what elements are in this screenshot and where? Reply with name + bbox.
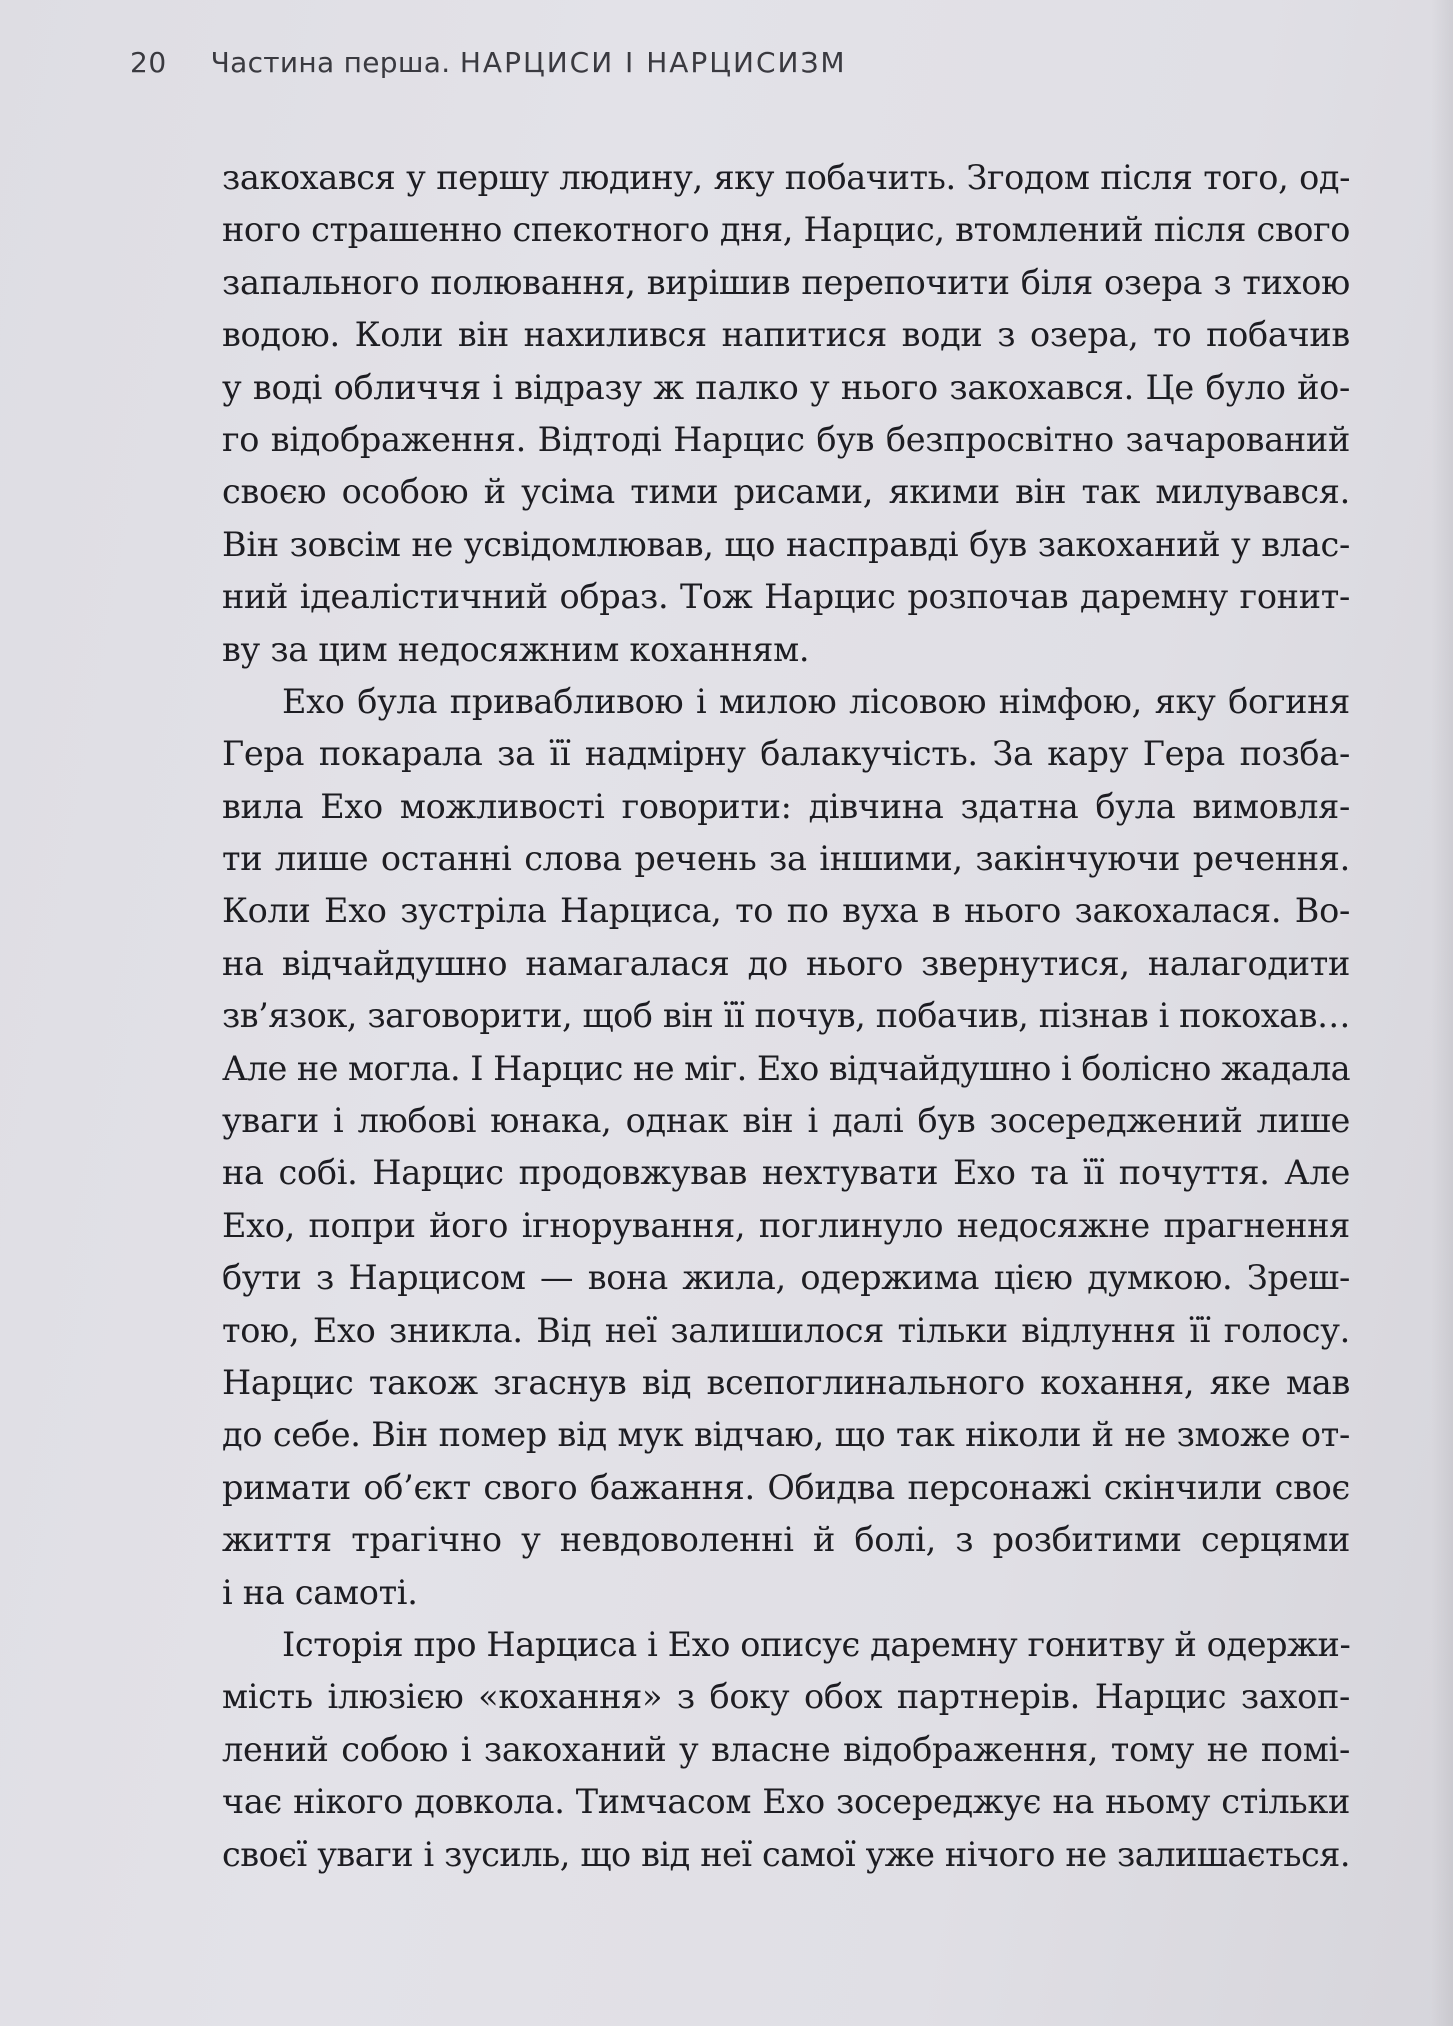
text-line: своєї уваги і зусиль, що від неї самої уже нічого не залишається. xyxy=(222,1834,1350,1874)
text-line: вила Ехо можливості говорити: дівчина здатна була вимовля- xyxy=(222,786,1350,826)
part-name: НАРЦИСИ І НАРЦИСИЗМ xyxy=(459,46,847,79)
text-line: закохався у першу людину, яку побачить. Згодом після того, од- xyxy=(222,158,1350,197)
text-line: запального полювання, вирішив перепочити біля озера з тихою xyxy=(222,262,1350,302)
text-line: Історія про Нарциса і Ехо описує даремну гонитву й одержи- xyxy=(282,1624,1351,1664)
text-line: бути з Нарцисом — вона жила, одержима цією думкою. Зреш- xyxy=(222,1258,1350,1298)
text-line: ти лише останні слова речень за іншими, закінчуючи речення. xyxy=(222,839,1350,879)
text-line: водою. Коли він нахилився напитися води з озера, то побачив xyxy=(222,315,1350,355)
text-line: Гера покарала за її надмірну балакучість. За кару Гера позба- xyxy=(222,734,1350,774)
text-line: Нарцис також згаснув від всепоглинального кохання, яке мав xyxy=(222,1362,1350,1402)
text-line: у воді обличчя і відразу ж палко у нього закохався. Це було йо- xyxy=(222,367,1350,407)
text-line: ний ідеалістичний образ. Тож Нарцис розпочав даремну гонит- xyxy=(222,577,1350,617)
part-title: Частина перша. xyxy=(210,46,451,79)
text-line: римати об’єкт свого бажання. Обидва персонажі скінчили своє xyxy=(222,1467,1350,1507)
text-line: тою, Ехо зникла. Від неї залишилося тільки відлуння її голосу. xyxy=(222,1310,1350,1350)
text-line: життя трагічно у невдоволенні й болі, з розбитими серцями xyxy=(222,1520,1350,1560)
text-line: Ехо була привабливою і милою лісовою німфою, яку богиня xyxy=(282,681,1350,721)
text-line: на собі. Нарцис продовжував нехтувати Ехо та її почуття. Але xyxy=(222,1153,1350,1193)
page-number: 20 xyxy=(130,46,167,79)
text-line: го відображення. Відтоді Нарцис був безпросвітно зачарований xyxy=(222,419,1350,459)
running-header xyxy=(130,46,847,86)
text-line: чає нікого довкола. Тимчасом Ехо зосереджує на ньому стільки xyxy=(222,1782,1350,1822)
text-line: зв’язок, заговорити, щоб він її почув, побачив, пізнав і покохав… xyxy=(222,996,1350,1036)
body-text xyxy=(222,152,1350,1881)
text-line: і на самоті. xyxy=(222,1572,418,1612)
text-line: Він зовсім не усвідомлював, що насправді був закоханий у влас- xyxy=(222,524,1350,564)
text-line: Коли Ехо зустріла Нарциса, то по вуха в нього закохалася. Во- xyxy=(222,891,1350,931)
text-line: лений собою і закоханий у власне відображення, тому не помі- xyxy=(222,1729,1350,1769)
text-line: уваги і любові юнака, однак він і далі був зосереджений лише xyxy=(222,1101,1350,1141)
text-line: на відчайдушно намагалася до нього звернутися, налагодити xyxy=(222,943,1350,983)
page-edge-shadow xyxy=(1431,0,1453,2026)
text-line: Але не могла. І Нарцис не міг. Ехо відчайдушно і болісно жадала xyxy=(222,1048,1350,1088)
text-line: до себе. Він помер від мук відчаю, що так ніколи й не зможе от- xyxy=(222,1415,1350,1455)
text-line: Ехо, попри його ігнорування, поглинуло недосяжне прагнення xyxy=(222,1205,1350,1245)
text-line: ного страшенно спекотного дня, Нарцис, втомлений після свого xyxy=(222,210,1350,250)
text-line: своєю особою й усіма тими рисами, якими він так милувався. xyxy=(222,472,1350,512)
text-line: ву за цим недосяжним коханням. xyxy=(222,629,810,669)
text-line: мість ілюзією «кохання» з боку обох партнерів. Нарцис захоп- xyxy=(222,1677,1350,1717)
